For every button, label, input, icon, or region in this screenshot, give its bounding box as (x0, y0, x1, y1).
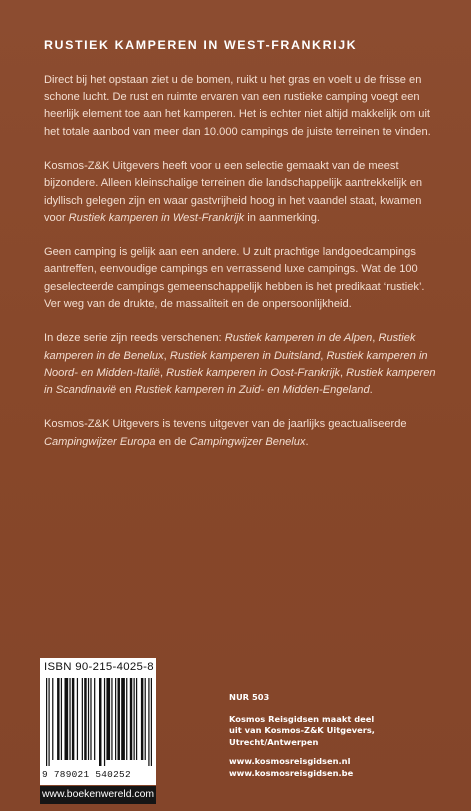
barcode-bar (48, 678, 49, 766)
paragraph-2-text: Kosmos-Z&K Uitgevers heeft voor u een selectie gemaakt van de meest bijzondere. Alleen kleinschalige terreinen die landschappelijk aantrekkelijk en idyllisch gelegen zijn en waar gastvrijheid hoog in het vaandel staat, kwamen voor (44, 160, 423, 224)
paragraph-2-end: in aanmerking. (244, 211, 321, 224)
paragraph-5-text: Kosmos-Z&K Uitgevers is tevens uitgever van de jaarlijks geactualiseerde (44, 418, 407, 431)
paragraph-publisher (44, 416, 436, 450)
series-separator: , (339, 366, 347, 379)
barcode-bar (61, 678, 62, 760)
barcode-bar (121, 678, 125, 760)
series-title: Rustiek kamperen in Noord- en Midden-Italië (44, 349, 428, 379)
publisher-note-line: uit van Kosmos-Z&K Uitgevers, (229, 725, 375, 735)
series-intro: In deze serie zijn reeds verschenen: (44, 332, 225, 345)
series-separator: en (116, 383, 135, 396)
publisher-note (229, 714, 449, 749)
guide-title-europa: Campingwijzer Europa (44, 435, 156, 448)
publisher-url-be[interactable]: www.kosmosreisgidsen.be (229, 767, 354, 778)
book-title: RUSTIEK KAMPEREN IN WEST-FRANKRIJK (44, 38, 358, 52)
barcode-bar (117, 678, 119, 760)
paragraph-series (44, 330, 436, 399)
barcode-bar (134, 678, 135, 760)
barcode-bar (141, 678, 143, 760)
barcode-bar (148, 678, 149, 766)
series-title: Rustiek kamperen in de Alpen (224, 332, 373, 345)
barcode-bar (111, 678, 112, 760)
barcode-bar (115, 678, 116, 760)
barcode-bar (46, 678, 47, 766)
series-separator: , (372, 332, 379, 345)
paragraph-5-mid: en de (155, 435, 190, 448)
barcode-bar (57, 678, 59, 760)
paragraph-selection (44, 158, 436, 227)
barcode-bar (136, 678, 137, 760)
series-title: Rustiek kamperen in Duitsland (169, 349, 321, 362)
barcode-bar (82, 678, 83, 760)
guide-title-benelux: Campingwijzer Benelux (189, 435, 306, 448)
barcode-bar (106, 678, 110, 760)
publisher-info (229, 692, 449, 779)
paragraph-5-end: . (305, 435, 309, 448)
barcode-bar (94, 678, 95, 760)
shop-label: www.boekenwereld.com (40, 786, 156, 804)
paragraph-3-text: Geen camping is gelijk aan een andere. U zult prachtige landgoedcampings aantreffen, eenvoudige campings en verrassend luxe campings. Wat de 100 geselecteerde campings gemeenschappelijk hebben is het predikaat ‘rustiek’. Ver weg van de drukte, de massaliteit en de onpersoonlijkheid. (44, 246, 425, 310)
series-title: Rustiek kamperen in Scandinavië (44, 366, 436, 396)
nur-code: NUR 503 (229, 692, 270, 702)
book-title-reference: Rustiek kamperen in West-Frankrijk (68, 211, 245, 224)
barcode-bar (145, 678, 146, 760)
barcode-bar (88, 678, 89, 760)
barcode-bar (151, 678, 152, 766)
ean-number: 9 789021 540252 (42, 769, 131, 780)
barcode-bar (52, 678, 53, 760)
paragraph-variety (44, 244, 436, 313)
series-separator: . (369, 383, 373, 396)
paragraph-intro (44, 72, 436, 141)
barcode-bar (69, 678, 70, 760)
barcode-bar (126, 678, 127, 760)
barcode-label (40, 658, 156, 785)
blurb (44, 72, 436, 468)
barcode-bar (130, 678, 132, 760)
series-title: Rustiek kamperen in de Benelux (44, 332, 416, 362)
isbn-text: ISBN 90-215-4025-8 (44, 661, 154, 673)
publisher-note-line: Utrecht/Antwerpen (229, 736, 319, 747)
barcode-bar (64, 678, 68, 760)
barcode-bar (104, 678, 105, 766)
series-title: Rustiek kamperen in Oost-Frankrijk (166, 366, 340, 379)
barcode-bar (72, 678, 74, 760)
series-separator: , (163, 349, 170, 362)
series-separator: , (320, 349, 327, 362)
barcode-bar (77, 678, 78, 760)
publisher-url-nl[interactable]: www.kosmosreisgidsen.nl (229, 756, 351, 766)
publisher-note-line: Kosmos Reisgidsen maakt deel (229, 713, 375, 724)
paragraph-1-text: Direct bij het opstaan ziet u de bomen, ruikt u het gras en voelt u de frisse en schone lucht. De rust en ruimte ervaren van een rustieke camping voegt een heerlijk element toe aan het kamperen. Het is echter niet altijd makkelijk om uit het totale aanbod van meer dan 10.000 campings de juiste terreinen te vinden. (44, 74, 431, 138)
barcode-bar (90, 678, 91, 760)
series-separator: , (159, 366, 167, 379)
barcode-bar (84, 678, 86, 760)
series-title: Rustiek kamperen in Zuid- en Midden-Engeland (134, 383, 370, 396)
barcode-icon (46, 678, 152, 766)
barcode-bar (99, 678, 101, 766)
